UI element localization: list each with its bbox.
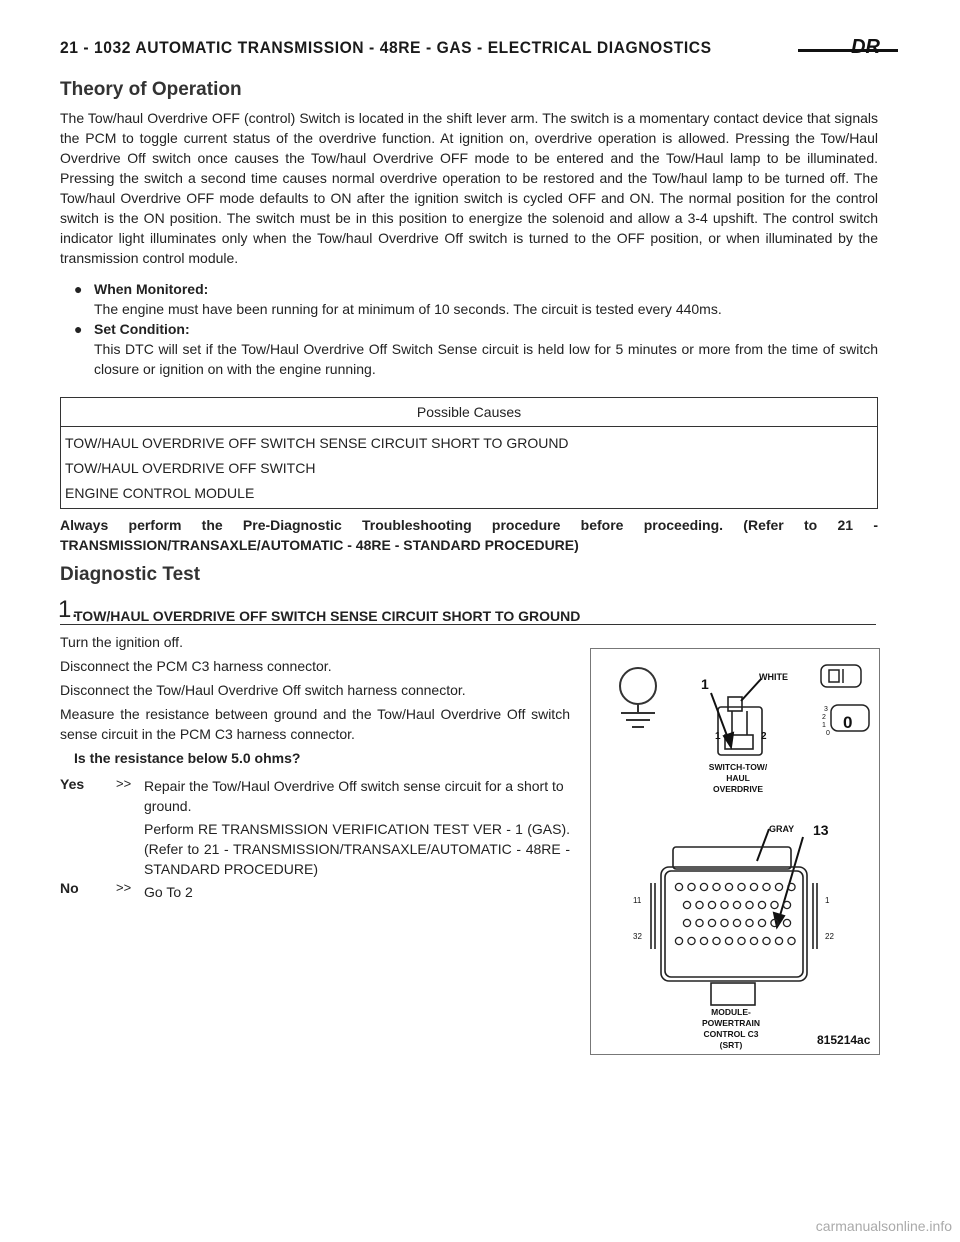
bullet-dot: ● xyxy=(74,281,83,297)
pin-label-row1-left: 11 xyxy=(633,896,642,905)
pin-label-row2-left: 32 xyxy=(633,932,642,941)
wire-2-arrow xyxy=(757,829,803,927)
bullet-text: This DTC will set if the Tow/Haul Overdrive Off Switch Sense circuit is held low for 5 minutes or more from the time of switch closure or ignition on with the engine running. xyxy=(94,341,878,377)
step-title: TOW/HAUL OVERDRIVE OFF SWITCH SENSE CIRCUIT SHORT TO GROUND xyxy=(74,608,581,624)
connector-pin xyxy=(700,937,707,944)
module-label-1: MODULE- xyxy=(711,1007,751,1017)
connector-pin xyxy=(750,937,757,944)
cause-item: TOW/HAUL OVERDRIVE OFF SWITCH SENSE CIRCUIT SHORT TO GROUND xyxy=(65,435,569,451)
theory-body: The Tow/haul Overdrive OFF (control) Switch is located in the shift lever arm. The switch is a momentary contact device that signals the PCM to toggle current status of the overdrive function. At ignition on, overdrive operation is allowed. Pressing the Tow/Haul Overdrive Off switch once causes the Tow/haul Overdrive OFF mode to be entered and the Tow/Haul lamp to be illuminated. Pressing the switch a second time causes normal overdrive operation to be restored and the Tow/haul lamp to be turned off. The Tow/haul Overdrive OFF mode defaults to ON after the ignition switch is cycled OFF and ON. The normal position for the control switch is the ON position. The switch must be in this position to energize the solenoid and allow a 3-4 upshift. The control switch indicator light illuminates only when the Tow/haul Overdrive Off switch is turned to the OFF position, or when illuminated by the transmission control module. xyxy=(60,110,878,266)
bullet-text: The engine must have been running for at minimum of 10 seconds. The circuit is tested every 440ms. xyxy=(94,301,722,317)
wire-2-number: 13 xyxy=(813,822,829,838)
connector-pin xyxy=(708,919,715,926)
possible-causes-table xyxy=(60,397,878,509)
switch-label-2: HAUL xyxy=(726,773,750,783)
connector-pin xyxy=(771,901,778,908)
instruction-line: Disconnect the PCM C3 harness connector. xyxy=(60,658,332,674)
connector-pin xyxy=(713,937,720,944)
connector-pin xyxy=(696,901,703,908)
connector-pin xyxy=(696,919,703,926)
connector-pin xyxy=(721,901,728,908)
pin-label-row2-right: 22 xyxy=(825,932,834,941)
switch-label-1: SWITCH-TOW/ xyxy=(708,762,768,772)
figure-id: 815214ac xyxy=(817,1033,871,1047)
connector-pin xyxy=(675,883,682,890)
connector-pin xyxy=(758,919,765,926)
header-title: 21 - 1032 AUTOMATIC TRANSMISSION - 48RE - GAS - ELECTRICAL DIAGNOSTICS xyxy=(60,38,712,57)
connector-pin xyxy=(688,937,695,944)
cause-item: ENGINE CONTROL MODULE xyxy=(65,485,255,501)
page-header xyxy=(60,38,880,64)
pre-diagnostic-note: Always perform the Pre-Diagnostic Troubleshooting procedure before proceeding. (Refer to 21 - TRANSMISSION/TRANSAXLE/AUTOMATIC - 48RE - STANDARD PROCEDURE) xyxy=(60,517,878,553)
yes-label: Yes xyxy=(60,776,85,792)
connector-pin xyxy=(775,937,782,944)
pin-label-row1-right: 1 xyxy=(825,896,830,905)
gear-big-mark: 0 xyxy=(843,713,853,732)
connector-pin xyxy=(750,883,757,890)
no-text: Go To 2 xyxy=(144,884,193,900)
connector-pin xyxy=(738,883,745,890)
instruction-line: Disconnect the Tow/Haul Overdrive Off switch harness connector. xyxy=(60,682,466,698)
connector-pin xyxy=(683,919,690,926)
connector-pin xyxy=(725,937,732,944)
bullet-title: When Monitored: xyxy=(94,281,209,297)
connector-pin xyxy=(746,919,753,926)
switch-pin-left: 1 xyxy=(715,731,721,742)
connector-pin xyxy=(713,883,720,890)
gear-mark: 2 xyxy=(822,714,826,721)
gear-mark: 1 xyxy=(822,722,826,729)
connector-pin xyxy=(783,919,790,926)
measure-instruction: Measure the resistance between ground and the Tow/Haul Overdrive Off switch sense circuit in the PCM C3 harness connector. xyxy=(60,706,570,742)
connector-pin xyxy=(700,883,707,890)
step-number: 1. xyxy=(58,596,79,623)
connector-pin xyxy=(683,901,690,908)
gear-mark: 3 xyxy=(824,706,828,713)
connector-pin xyxy=(783,901,790,908)
connector-pin xyxy=(721,919,728,926)
header-brand: DR xyxy=(851,36,880,58)
yes-text-2: Perform RE TRANSMISSION VERIFICATION TEST VER - 1 (GAS). (Refer to 21 - TRANSMISSION/TRANSAXLE/AUTOMATIC - 48RE - STANDARD PROCEDURE) xyxy=(144,821,570,877)
switch-label-3: OVERDRIVE xyxy=(712,784,764,794)
header-rule xyxy=(798,49,898,52)
connector-pin xyxy=(733,901,740,908)
bullet-dot: ● xyxy=(74,321,83,337)
connector-pin xyxy=(738,937,745,944)
ground-symbol-icon xyxy=(620,668,656,727)
switch-connector-icon xyxy=(718,697,762,755)
connector-pin xyxy=(746,901,753,908)
no-label: No xyxy=(60,880,79,896)
footer-watermark: carmanualsonline.info xyxy=(815,1218,952,1234)
connector-pin xyxy=(788,937,795,944)
wiring-diagram-figure xyxy=(590,648,880,1055)
no-arrow: >> xyxy=(116,880,132,895)
cause-item: TOW/HAUL OVERDRIVE OFF SWITCH xyxy=(65,460,316,476)
connector-pin xyxy=(708,901,715,908)
wire-1-number: 1 xyxy=(701,676,709,692)
connector-pin xyxy=(775,883,782,890)
connector-pin xyxy=(763,883,770,890)
module-label-3: CONTROL C3 xyxy=(703,1029,759,1039)
wire-1-color: WHITE xyxy=(759,672,788,682)
step-rule xyxy=(60,624,876,625)
bullet-title: Set Condition: xyxy=(94,321,190,337)
diagnostic-heading: Diagnostic Test xyxy=(60,564,201,585)
question: Is the resistance below 5.0 ohms? xyxy=(74,750,301,766)
wire-2-color: GRAY xyxy=(769,824,795,834)
module-label-4: (SRT) xyxy=(719,1040,743,1050)
connector-pin xyxy=(725,883,732,890)
switch-pin-right: 2 xyxy=(761,731,767,742)
connector-pin xyxy=(675,937,682,944)
causes-title: Possible Causes xyxy=(61,398,877,427)
gear-mark: 0 xyxy=(826,730,830,737)
connector-pin xyxy=(758,901,765,908)
connector-pin xyxy=(688,883,695,890)
connector-pin xyxy=(733,919,740,926)
theory-heading: Theory of Operation xyxy=(60,79,242,100)
instruction-line: Turn the ignition off. xyxy=(60,634,183,650)
module-label-2: POWERTRAIN xyxy=(701,1018,761,1028)
connector-pin xyxy=(763,937,770,944)
yes-text-1: Repair the Tow/Haul Overdrive Off switch sense circuit for a short to ground. xyxy=(144,778,564,814)
yes-arrow: >> xyxy=(116,776,132,791)
wiring-diagram xyxy=(591,649,879,1054)
